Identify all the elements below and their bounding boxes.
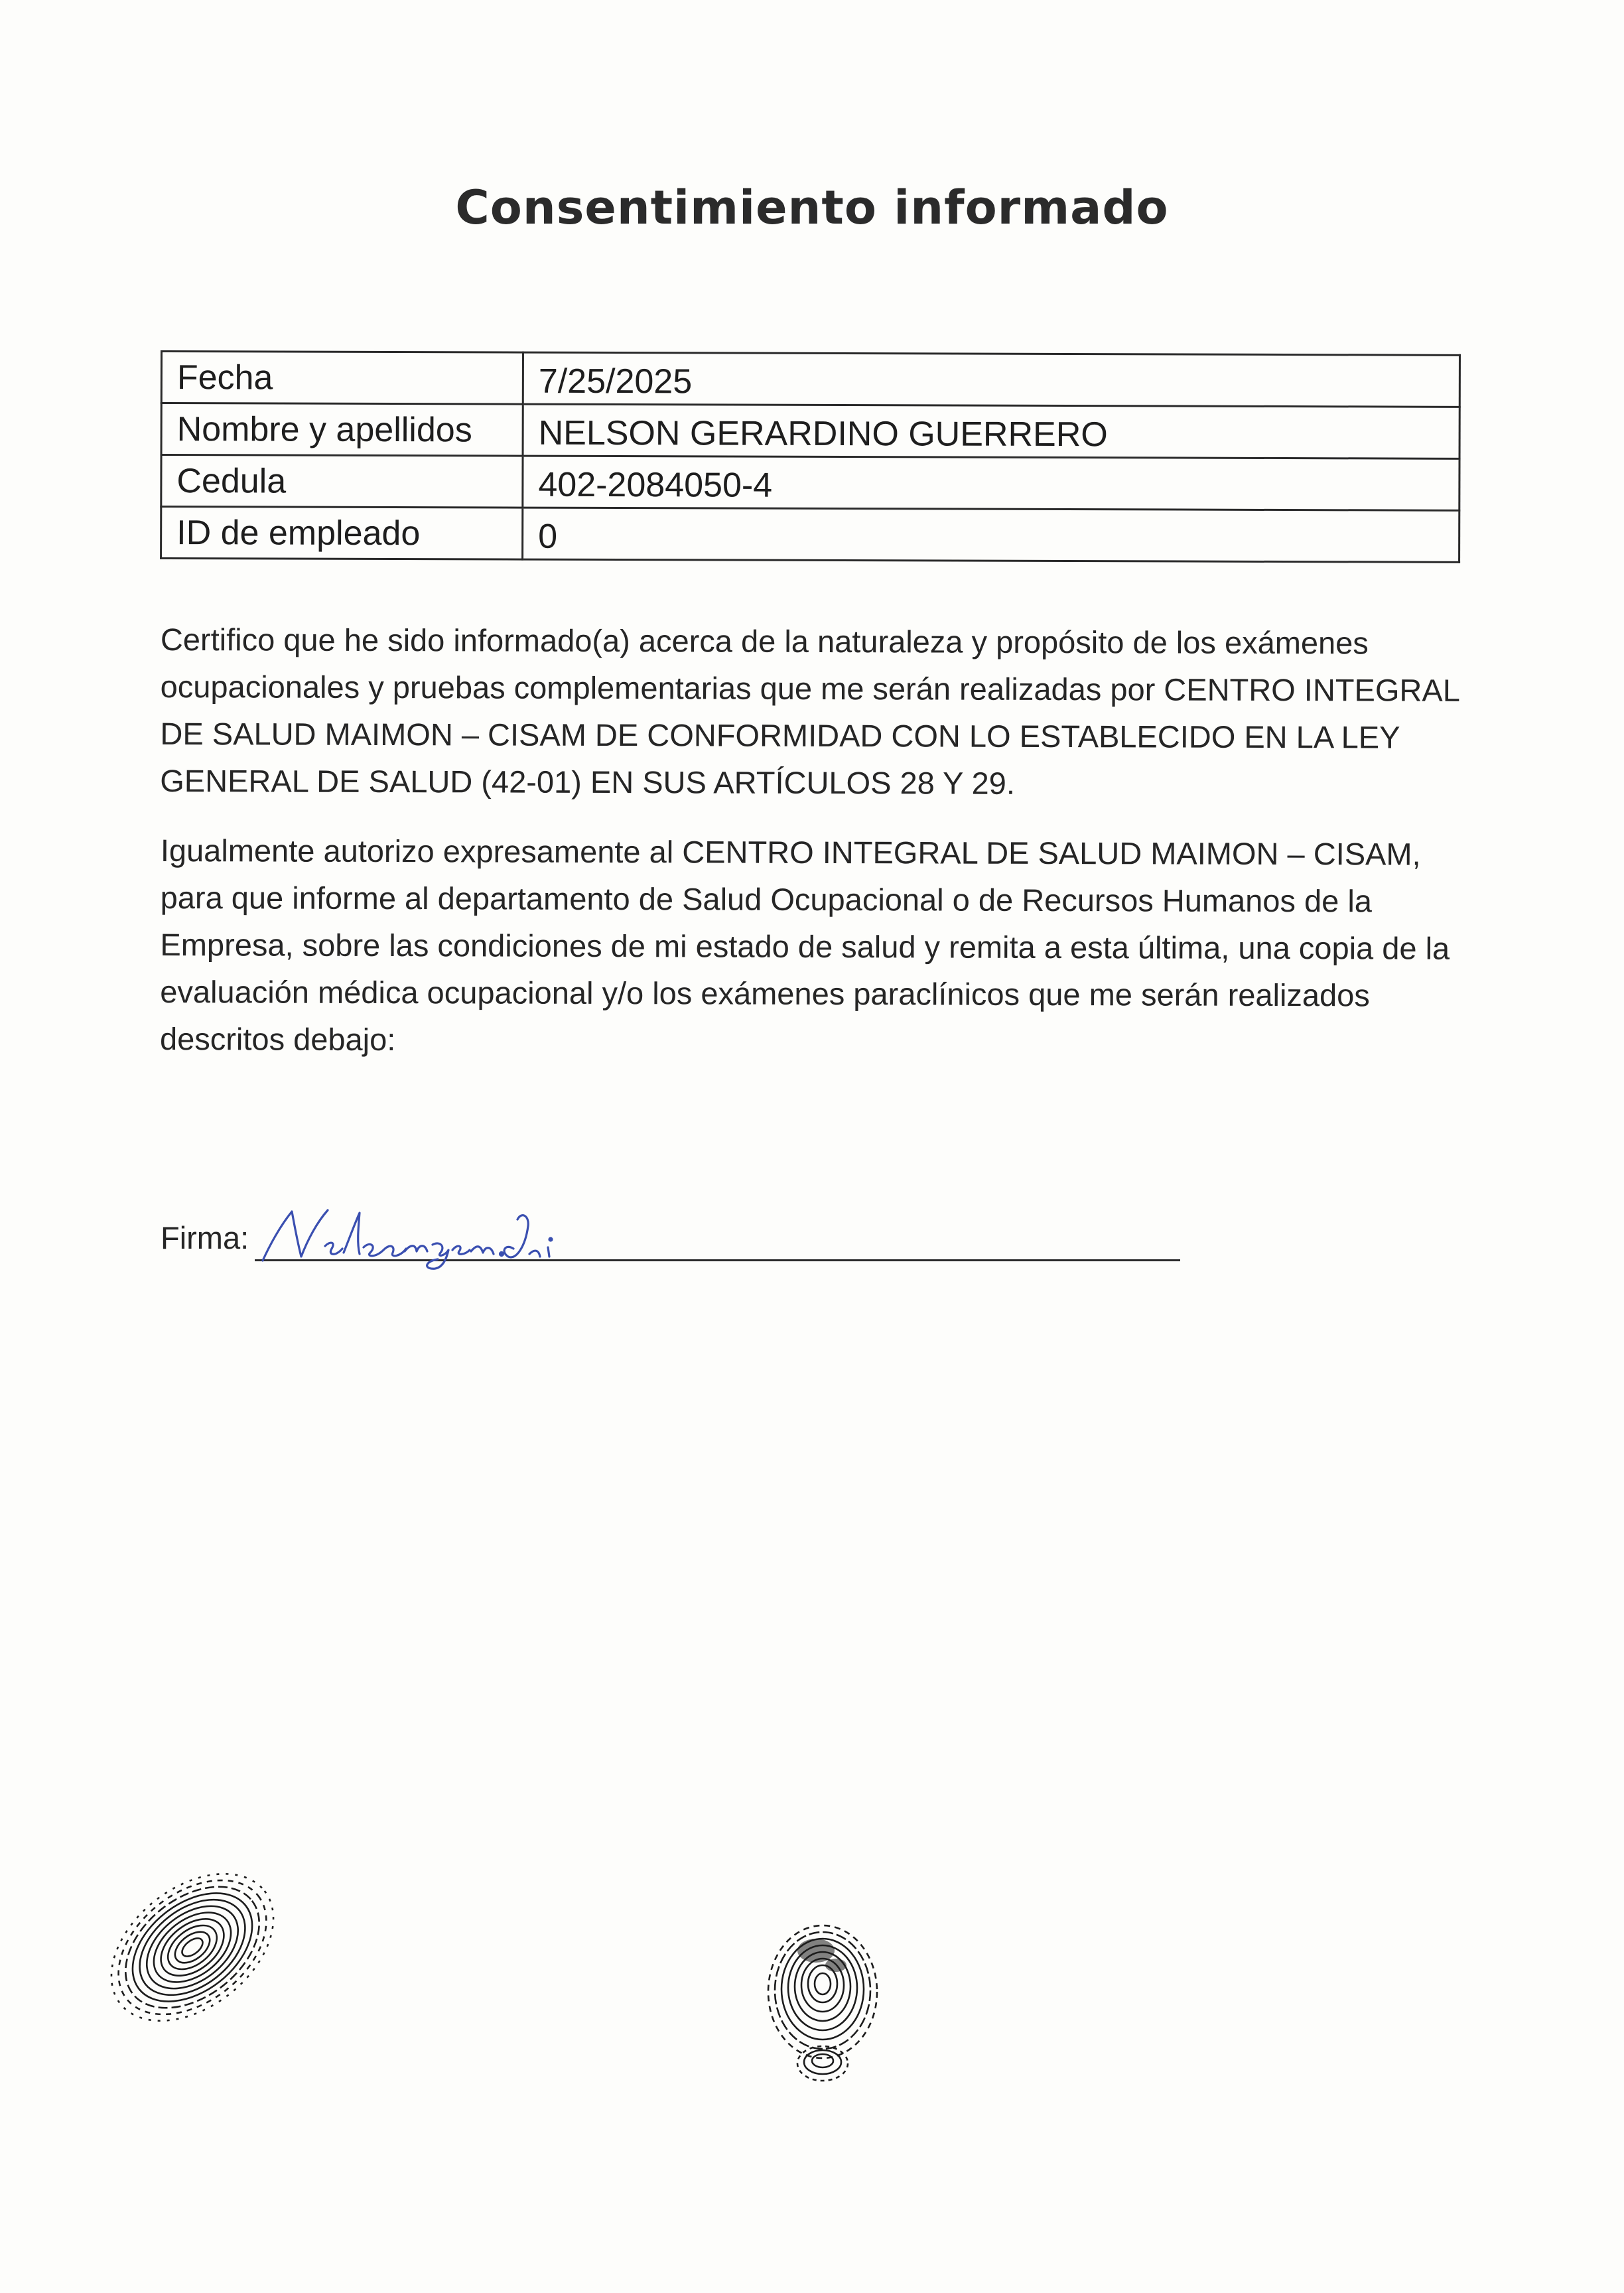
info-table [160,350,1461,563]
cedula-label: Cedula [161,455,523,508]
nombre-value: NELSON GERARDINO GUERRERO [523,404,1459,458]
employee-id-label: ID de empleado [161,507,523,560]
handwritten-signature [253,1200,598,1273]
fecha-label: Fecha [161,352,523,405]
signature-label: Firma: [161,1220,249,1255]
table-row [161,455,1459,511]
table-row [161,507,1459,563]
employee-id-value: 0 [523,508,1459,562]
fecha-value: 7/25/2025 [523,352,1459,407]
nombre-label: Nombre y apellidos [161,403,523,456]
table-row [161,352,1459,407]
cedula-value: 402-2084050-4 [523,456,1459,510]
certification-paragraph: Certifico que he sido informado(a) acerca de la naturaleza y propósito de los exámenes ocupacionales y pruebas complementarias que me serán realizadas por CENTRO INTEGRAL DE SALUD MAIMON – CISAM DE CONFORMIDAD CON LO ESTABLECIDO EN LA LEY GENERAL DE SALUD (42-01) EN SUS ARTÍCULOS 28 Y 29. [160,621,1459,801]
authorization-paragraph: Igualmente autorizo expresamente al CENTRO INTEGRAL DE SALUD MAIMON – CISAM, para que informe al departamento de Salud Ocupacional o de Recursos Humanos de la Empresa, sobre las condiciones de mi estado de salud y remita a esta última, una copia de la evaluación médica ocupacional y/o los exámenes paraclínicos que me serán realizados descritos debajo: [159,833,1450,1058]
document-title: Consentimiento informado [455,180,1169,235]
fingerprint-icon [93,1851,292,2044]
table-row [161,403,1459,459]
signature-row [161,1208,1182,1261]
fingerprint-icon [756,1904,896,2103]
